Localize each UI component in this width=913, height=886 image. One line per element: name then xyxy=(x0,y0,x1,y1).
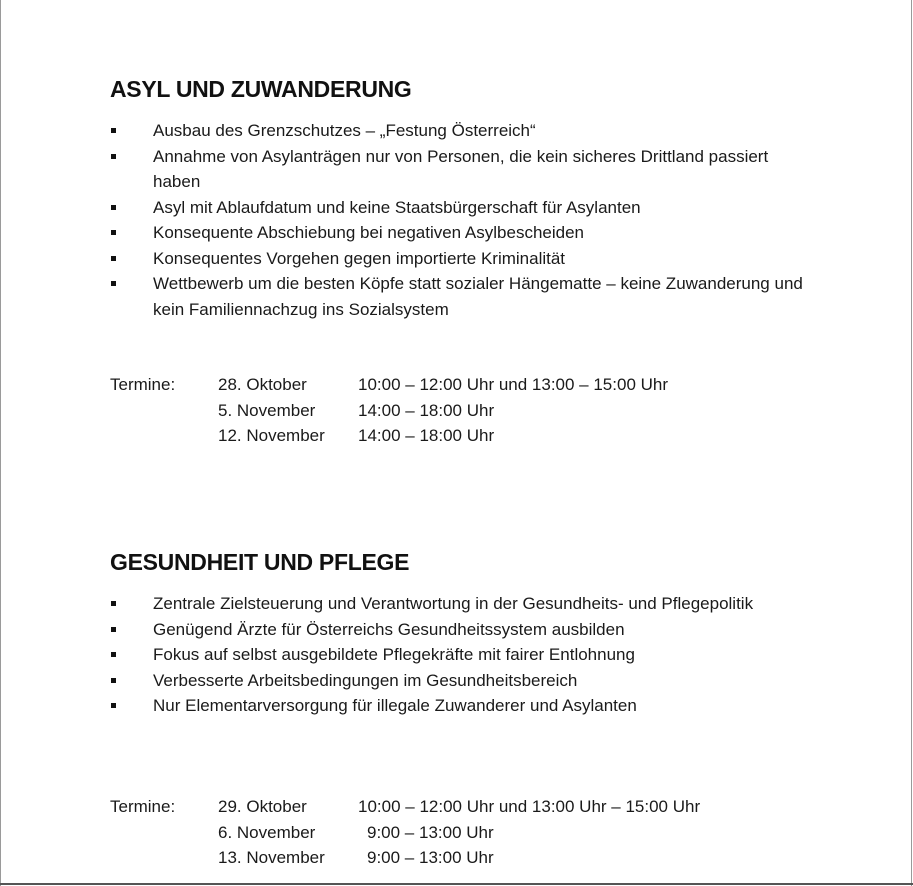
square-bullet-icon xyxy=(111,154,116,159)
bullet-list xyxy=(110,591,810,719)
list-item xyxy=(110,693,810,719)
termin-date: 12. November xyxy=(218,426,325,445)
termine-label: Termine: xyxy=(110,375,176,394)
section-gesundheit xyxy=(110,547,810,719)
square-bullet-icon xyxy=(111,205,116,210)
list-item xyxy=(110,118,810,144)
list-item-text: Wettbewerb um die besten Köpfe statt sozialer Hängematte – keine Zuwanderung und kein Familiennachzug ins Sozialsystem xyxy=(153,274,803,319)
termin-date: 13. November xyxy=(218,848,325,867)
list-item xyxy=(110,144,810,195)
square-bullet-icon xyxy=(111,128,116,133)
termin-time: 14:00 – 18:00 Uhr xyxy=(358,426,495,445)
page-border-bottom xyxy=(0,883,913,885)
list-item xyxy=(110,220,810,246)
termin-time: 10:00 – 12:00 Uhr und 13:00 – 15:00 Uhr xyxy=(358,375,669,394)
square-bullet-icon xyxy=(111,703,116,708)
termine-label: Termine: xyxy=(110,797,176,816)
termin-date: 5. November xyxy=(218,400,316,420)
list-item-text: Ausbau des Grenzschutzes – „Festung Österreich“ xyxy=(153,121,536,140)
square-bullet-icon xyxy=(111,627,116,632)
section-title: GESUNDHEIT UND PFLEGE xyxy=(110,549,410,575)
square-bullet-icon xyxy=(111,678,116,683)
termin-time: 14:00 – 18:00 Uhr xyxy=(358,400,495,420)
list-item xyxy=(110,591,810,617)
bullet-list xyxy=(110,118,810,322)
list-item-text: Asyl mit Ablaufdatum und keine Staatsbürgerschaft für Asylanten xyxy=(153,197,641,217)
termin-time: 9:00 – 13:00 Uhr xyxy=(367,848,494,867)
section-asyl xyxy=(110,74,810,322)
list-item-text: Genügend Ärzte für Österreichs Gesundheitssystem ausbilden xyxy=(153,619,625,639)
section-title: ASYL UND ZUWANDERUNG xyxy=(110,76,412,102)
list-item-text: Nur Elementarversorgung für illegale Zuwanderer und Asylanten xyxy=(153,696,637,715)
square-bullet-icon xyxy=(111,652,116,657)
list-item xyxy=(110,195,810,221)
page-border-right xyxy=(911,0,912,886)
list-item-text: Annahme von Asylanträgen nur von Personen, die kein sicheres Drittland passiert haben xyxy=(153,146,769,191)
list-item-text: Zentrale Zielsteuerung und Verantwortung in der Gesundheits- und Pflegepolitik xyxy=(153,594,754,613)
list-item-text: Konsequentes Vorgehen gegen importierte Kriminalität xyxy=(153,248,566,268)
list-item xyxy=(110,271,810,322)
square-bullet-icon xyxy=(111,601,116,606)
page-border-left xyxy=(0,0,1,886)
square-bullet-icon xyxy=(111,256,116,261)
list-item-text: Fokus auf selbst ausgebildete Pflegekräfte mit fairer Entlohnung xyxy=(153,645,635,664)
square-bullet-icon xyxy=(111,281,116,286)
termin-time: 10:00 – 12:00 Uhr und 13:00 Uhr – 15:00 Uhr xyxy=(358,797,701,816)
list-item xyxy=(110,617,810,643)
list-item-text: Konsequente Abschiebung bei negativen Asylbescheiden xyxy=(153,223,585,242)
termin-time: 9:00 – 13:00 Uhr xyxy=(367,822,494,842)
termin-date: 6. November xyxy=(218,822,316,842)
square-bullet-icon xyxy=(111,230,116,235)
list-item xyxy=(110,668,810,694)
list-item xyxy=(110,246,810,272)
termin-date: 29. Oktober xyxy=(218,797,307,816)
list-item xyxy=(110,642,810,668)
termin-date: 28. Oktober xyxy=(218,375,307,394)
list-item-text: Verbesserte Arbeitsbedingungen im Gesundheitsbereich xyxy=(153,670,578,690)
